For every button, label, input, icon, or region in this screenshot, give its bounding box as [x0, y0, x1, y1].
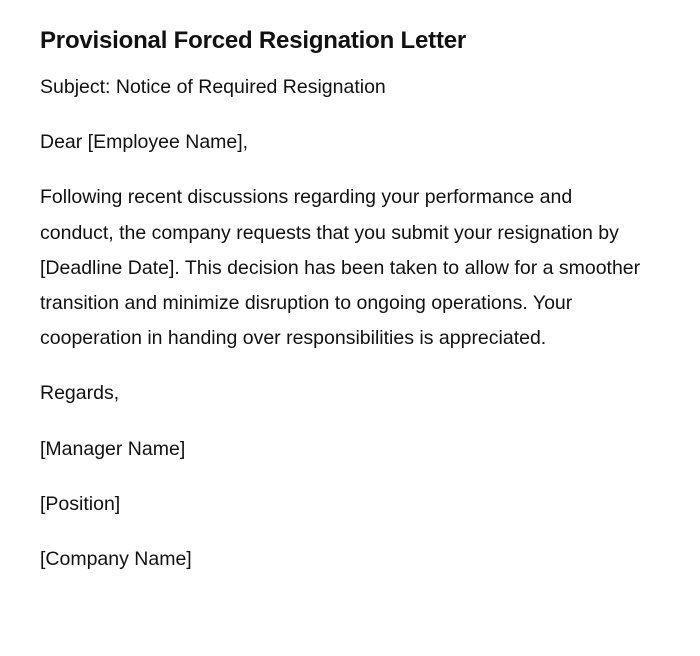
letter-closing: Regards,: [40, 382, 120, 405]
letter-subject: Subject: Notice of Required Resignation: [40, 76, 386, 98]
signature-position: [Position]: [40, 492, 121, 515]
letter-body: Following recent discussions regarding your performance and conduct, the company requests that you submit your resignation by [Deadline Date]. This decision has been taken to allow for a smoother transition and minimize disruption to ongoing operations. Your cooperation in handing over responsibilities is appreciated.: [40, 186, 641, 350]
letter-title: Provisional Forced Resignation Letter: [40, 27, 467, 54]
signature-company: [Company Name]: [40, 548, 192, 571]
signature-name: [Manager Name]: [40, 437, 186, 460]
letter-salutation: Dear [Employee Name],: [40, 131, 249, 154]
letter-document: [40, 24, 650, 597]
